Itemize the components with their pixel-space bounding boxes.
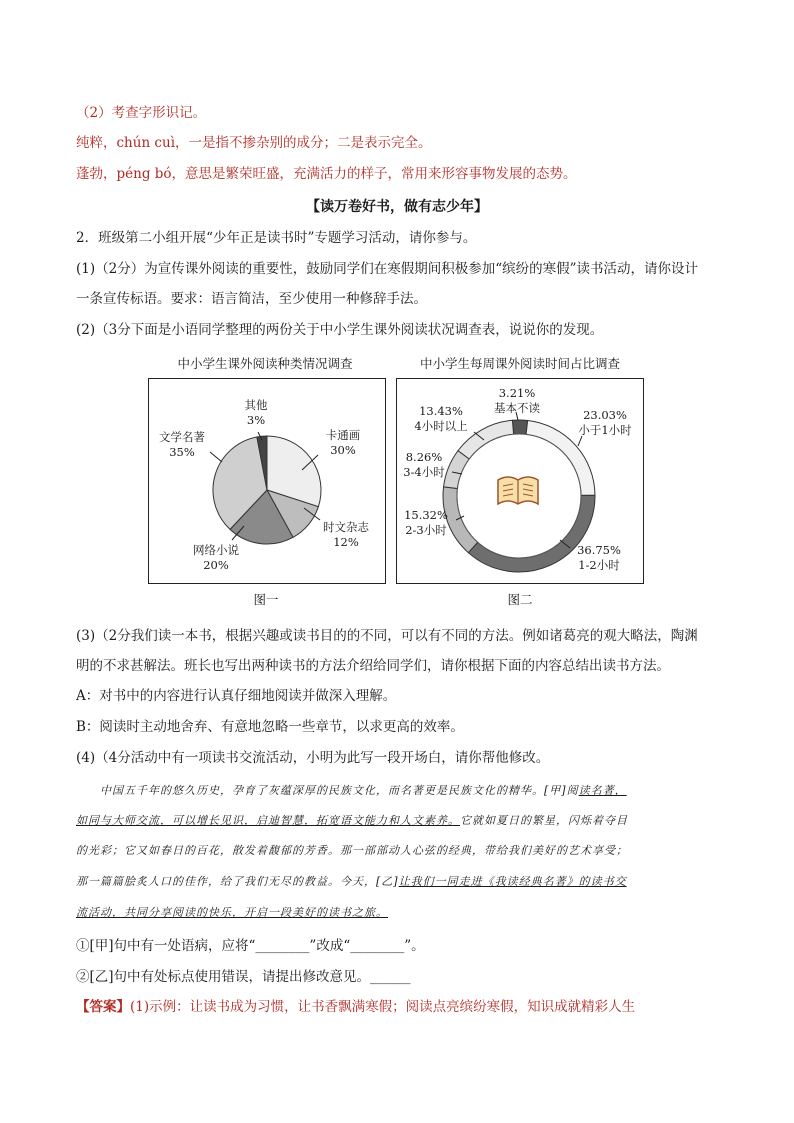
q2-p4: (4)（4分活动中有一项读书交流活动，小明为此写一段开场白，请你帮他修改。 <box>76 750 550 766</box>
chart2-caption: 图二 <box>507 592 533 607</box>
passage-line-3: 的光彩；它又如春日的百花，散发着馥郁的芳香。那一部部动人心弦的经典，带给我们美好的艺术享受； <box>76 844 628 857</box>
answer-line <box>76 998 635 1016</box>
chart1-title: 中小学生课外阅读种类情况调查 <box>177 356 353 371</box>
q2-p3-line1: (3)（2分我们读一本书，根据兴趣或读书目的的不同，可以有不同的方法。例如诸葛亮的观大略法，陶渊 <box>76 628 698 644</box>
pie-chart-reading-types <box>210 432 321 544</box>
chart1-label-webnovel: 网络小说 20% <box>193 543 239 572</box>
q2-p3-line2: 明的不求甚解法。班长也写出两种读书的方法介绍给同学们，请你根据下面的内容总结出读书方法。 <box>76 658 670 674</box>
q2-intro: 2．班级第二小组开展“少年正是读书时”专题学习活动，请你参与。 <box>76 230 477 246</box>
answer-text: (1)示例：让读书成为习惯，让书香飘满寒假；阅读点亮缤纷寒假，知识成就精彩人生 <box>130 999 636 1015</box>
chart2-label-1-2h: 36.75% 1-2小时 <box>577 543 621 572</box>
chart2-label-3-4h: 8.26% 3-4小时 <box>403 450 445 479</box>
chart2-title: 中小学生每周课外阅读时间占比调查 <box>419 356 620 371</box>
sub-question-2: ②[乙]句中有处标点使用错误，请提出修改意见。______ <box>76 969 411 985</box>
passage-line-1: 中国五千年的悠久历史，孕育了灰蕴深厚的民族文化，而名著更是民族文化的精华。[甲]阅读名著， <box>100 784 627 797</box>
answer-tag: 【答案】 <box>76 999 130 1015</box>
chart2-label-lt1h: 23.03% 小于1小时 <box>578 408 632 437</box>
passage-line-5: 流活动，共同分享阅读的快乐，开启一段美好的读书之旅。 <box>76 906 388 919</box>
chart1-label-magazine: 时文杂志 12% <box>323 520 369 549</box>
chart2-label-gt4h: 13.43% 4小时以上 <box>414 404 468 433</box>
q2-p1-line1: (1)（2分）为宣传课外阅读的重要性，鼓励同学们在寒假期间积极参加“缤纷的寒假”读书活动，请你设计 <box>76 261 699 277</box>
chart1-label-classics: 文学名著 35% <box>159 430 205 459</box>
book-icon <box>498 477 538 504</box>
chart1-label-cartoon: 卡通画 30% <box>325 428 361 457</box>
q2-p1-line2: 一条宣传标语。要求：语言简洁，至少使用一种修辞手法。 <box>76 291 427 307</box>
q1-pengbo: 蓬勃，péng bó，意思是繁荣旺盛，充满活力的样子，常用来形容事物发展的态势。 <box>76 166 577 182</box>
passage-line-4: 那一篇篇脍炙人口的佳作，给了我们无尽的教益。今天，[乙]让我们一同走进《我读经典名著》的读书交 <box>76 875 627 888</box>
q2-p3-a: A：对书中的内容进行认真仔细地阅读并做深入理解。 <box>76 688 397 704</box>
q1-sub2: （2）考查字形识记。 <box>76 105 207 121</box>
q2-p3-b: B：阅读时主动地舍弃、有意地忽略一些章节，以求更高的效率。 <box>76 719 464 735</box>
passage-line-2: 如同与大师交流，可以增长见识，启迪智慧，拓宽语文能力和人文素养。它就如夏日的繁星，闪烁着夺目 <box>76 814 628 827</box>
q2-p2: (2)（3分下面是小语同学整理的两份关于中小学生课外阅读状况调查表，说说你的发现。 <box>76 322 604 338</box>
chart2-label-2-3h: 15.32% 2-3小时 <box>404 508 448 537</box>
pie2-slice-0 <box>512 420 527 434</box>
chart1-caption: 图一 <box>253 592 279 607</box>
q1-chuncui: 纯粹，chún cuì，一是指不掺杂别的成分；二是表示完全。 <box>76 135 432 151</box>
chart2-label-none: 3.21% 基本不读 <box>494 386 540 415</box>
sub-question-1: ①[甲]句中有一处语病，应将“________”改成“________”。 <box>76 938 425 954</box>
chart1-label-other: 其他 3% <box>244 398 268 427</box>
section-title: 【读万卷好书，做有志少年】 <box>306 199 488 215</box>
